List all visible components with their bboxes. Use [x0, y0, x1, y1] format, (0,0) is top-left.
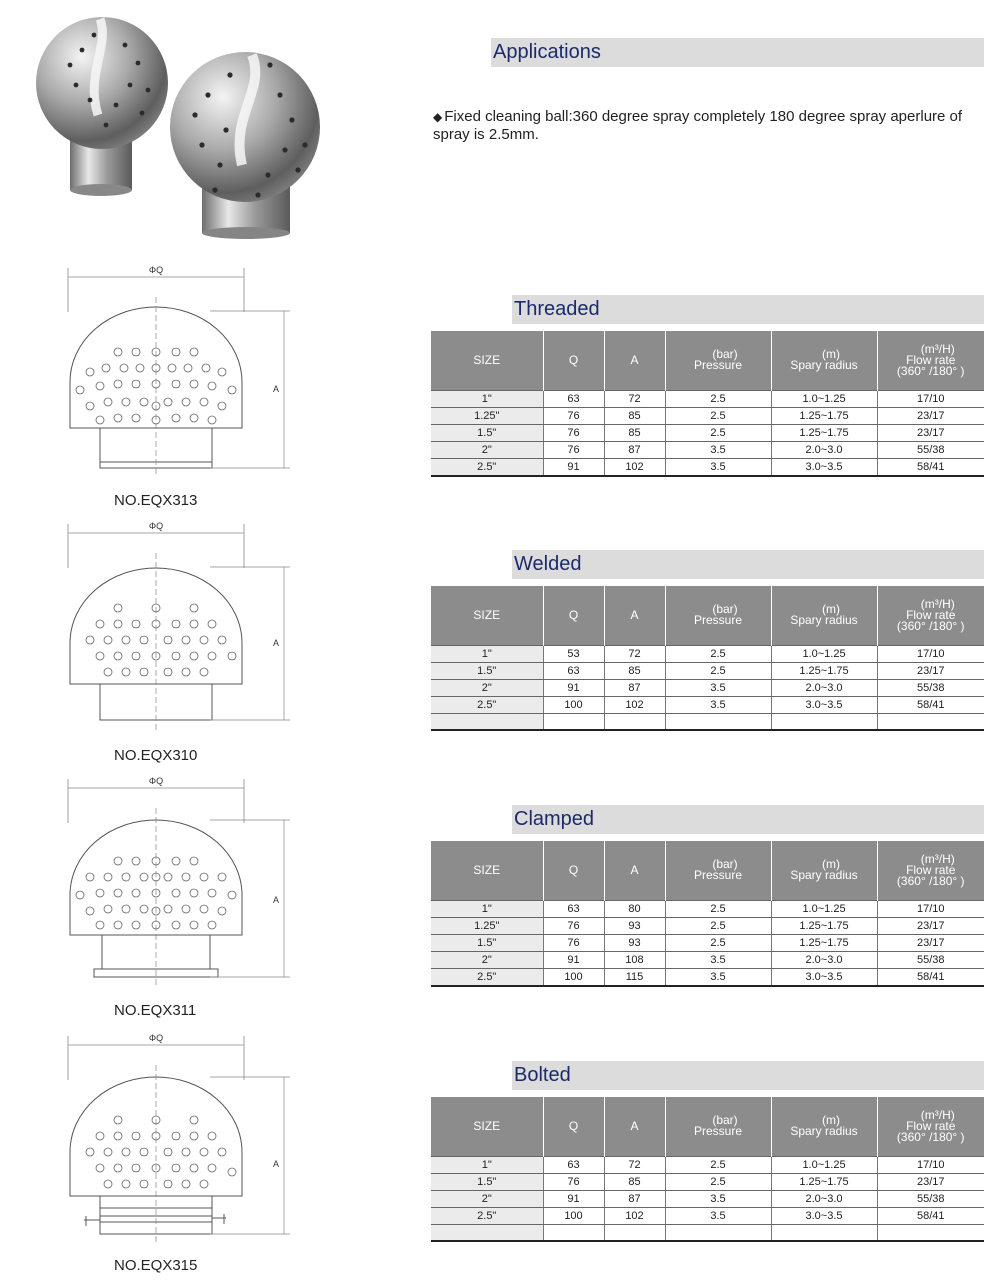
- table-cell-spray-radius: 3.0~3.5: [771, 696, 877, 713]
- column-header-pressure: [665, 841, 771, 900]
- table-row: [431, 407, 984, 424]
- header-text: (m): [822, 347, 840, 362]
- table-row: [431, 696, 984, 713]
- table-cell-size: 1": [431, 390, 543, 407]
- table-cell-pressure: 3.5: [665, 441, 771, 458]
- table-cell-size: 2.5": [431, 1207, 543, 1224]
- header-text: SIZE: [473, 607, 501, 622]
- header-text: Pressure: [693, 613, 743, 628]
- table-cell-q: 76: [543, 424, 604, 441]
- table-cell-q: 91: [543, 458, 604, 476]
- table-cell-pressure: 3.5: [665, 696, 771, 713]
- phi-q-label: ΦQ: [148, 776, 164, 786]
- table-cell-spray-radius: 1.25~1.75: [771, 424, 877, 441]
- table-cell-spray-radius: 1.0~1.25: [771, 1156, 877, 1173]
- header-text: Flow rate: [906, 1118, 956, 1133]
- table-cell-flow-rate: 58/41: [877, 458, 984, 476]
- table-cell-q: 76: [543, 1173, 604, 1190]
- header-text: (360° /180° ): [896, 1129, 965, 1144]
- column-header-q: [543, 586, 604, 645]
- table-row: [431, 968, 984, 986]
- table-cell-q: 63: [543, 1156, 604, 1173]
- section-title: Bolted: [514, 1064, 571, 1086]
- diagram-threaded: [60, 262, 300, 502]
- table-cell-flow-rate: 17/10: [877, 390, 984, 407]
- table-row: [431, 713, 984, 730]
- table-row: [431, 951, 984, 968]
- header-text: (bar): [712, 1113, 738, 1128]
- table-row: [431, 645, 984, 662]
- header-text: (m³/H): [920, 851, 955, 866]
- table-cell-a: 85: [604, 407, 665, 424]
- header-text: (m³/H): [920, 1107, 955, 1122]
- column-header-flow-rate: [877, 1097, 984, 1156]
- header-text: Flow rate: [906, 862, 956, 877]
- column-header-a: [604, 331, 665, 390]
- table-cell-pressure: 2.5: [665, 934, 771, 951]
- column-header-size: [431, 331, 543, 390]
- table-row: [431, 1207, 984, 1224]
- table-cell-spray-radius: 2.0~3.0: [771, 441, 877, 458]
- table-cell-q: 76: [543, 407, 604, 424]
- header-text: Spary radius: [790, 613, 858, 628]
- column-header-spray-radius: [771, 586, 877, 645]
- applications-text: Fixed cleaning ball:360 degree spray completely 180 degree spray aperlure of spray is 2.5mm.: [433, 108, 963, 143]
- table-cell-pressure: 3.5: [665, 679, 771, 696]
- table-cell-flow-rate: 23/17: [877, 917, 984, 934]
- table-cell-size: 2": [431, 679, 543, 696]
- header-text: Spary radius: [790, 358, 858, 373]
- table-cell-flow-rate: 55/38: [877, 1190, 984, 1207]
- table-cell-q: 53: [543, 645, 604, 662]
- table-cell-q: 91: [543, 1190, 604, 1207]
- column-header-size: [431, 841, 543, 900]
- phi-q-label: ΦQ: [148, 265, 164, 275]
- table-cell-size: [431, 1224, 543, 1241]
- table-cell-q: 63: [543, 390, 604, 407]
- table-cell-size: 2": [431, 441, 543, 458]
- table-cell-size: 2": [431, 1190, 543, 1207]
- table-cell-flow-rate: [877, 713, 984, 730]
- table-cell-a: 102: [604, 1207, 665, 1224]
- model-number: NO.EQX311: [114, 1002, 197, 1019]
- header-text: Pressure: [693, 358, 743, 373]
- table-cell-pressure: 2.5: [665, 424, 771, 441]
- header-text: (bar): [712, 857, 738, 872]
- table-cell-pressure: 3.5: [665, 1207, 771, 1224]
- model-number: NO.EQX310: [114, 747, 198, 764]
- table-cell-spray-radius: [771, 713, 877, 730]
- table-row: [431, 1190, 984, 1207]
- header-text: (360° /180° ): [896, 618, 965, 633]
- table-cell-flow-rate: 55/38: [877, 951, 984, 968]
- table-cell-q: 76: [543, 934, 604, 951]
- table-cell-spray-radius: 1.0~1.25: [771, 900, 877, 917]
- header-text: A: [630, 1118, 639, 1133]
- table-cell-size: 1.5": [431, 662, 543, 679]
- section-title: Threaded: [514, 298, 600, 320]
- header-text: (360° /180° ): [896, 873, 965, 888]
- section-header-bolted: [512, 1061, 984, 1090]
- spec-table-threaded: [431, 331, 984, 477]
- table-cell-q: 91: [543, 951, 604, 968]
- a-label: A: [272, 638, 280, 648]
- section-header-clamped: [512, 805, 984, 834]
- table-cell-spray-radius: 1.0~1.25: [771, 645, 877, 662]
- header-text: SIZE: [473, 1118, 501, 1133]
- table-cell-pressure: 2.5: [665, 1156, 771, 1173]
- table-cell-spray-radius: 3.0~3.5: [771, 458, 877, 476]
- table-cell-size: 1.25": [431, 407, 543, 424]
- applications-title: Applications: [493, 41, 601, 63]
- stem-left-base: [70, 184, 132, 196]
- table-row: [431, 934, 984, 951]
- table-cell-a: 87: [604, 441, 665, 458]
- table-cell-spray-radius: 1.25~1.75: [771, 407, 877, 424]
- applications-description: [433, 108, 998, 144]
- table-cell-pressure: 3.5: [665, 968, 771, 986]
- table-cell-q: 76: [543, 441, 604, 458]
- table-cell-pressure: 3.5: [665, 1190, 771, 1207]
- table-cell-pressure: 3.5: [665, 951, 771, 968]
- table-cell-a: 108: [604, 951, 665, 968]
- table-cell-flow-rate: 55/38: [877, 679, 984, 696]
- table-row: [431, 1224, 984, 1241]
- header-text: Spary radius: [790, 868, 858, 883]
- header-text: (bar): [712, 602, 738, 617]
- table-row: [431, 424, 984, 441]
- table-cell-spray-radius: 2.0~3.0: [771, 951, 877, 968]
- table-cell-pressure: 2.5: [665, 917, 771, 934]
- table-cell-q: 100: [543, 1207, 604, 1224]
- table-row: [431, 441, 984, 458]
- table-cell-a: 80: [604, 900, 665, 917]
- header-text: (m³/H): [920, 341, 955, 356]
- header-text: Q: [568, 1118, 579, 1133]
- table-cell-a: 87: [604, 1190, 665, 1207]
- diamond-bullet-icon: ◆: [433, 110, 443, 124]
- header-text: Pressure: [693, 1124, 743, 1139]
- column-header-flow-rate: [877, 841, 984, 900]
- header-text: A: [630, 352, 639, 367]
- table-cell-size: 2": [431, 951, 543, 968]
- phi-q-label: ΦQ: [148, 521, 164, 531]
- column-header-flow-rate: [877, 586, 984, 645]
- header-text: (m): [822, 1113, 840, 1128]
- table-cell-size: 2.5": [431, 968, 543, 986]
- header-text: Pressure: [693, 868, 743, 883]
- header-text: A: [630, 862, 639, 877]
- column-header-spray-radius: [771, 331, 877, 390]
- table-cell-flow-rate: 23/17: [877, 1173, 984, 1190]
- table-cell-q: 76: [543, 917, 604, 934]
- header-text: Q: [568, 352, 579, 367]
- table-cell-flow-rate: 58/41: [877, 1207, 984, 1224]
- table-cell-size: 1.5": [431, 424, 543, 441]
- section-title: Welded: [514, 553, 582, 575]
- table-cell-a: 85: [604, 1173, 665, 1190]
- header-text: SIZE: [473, 862, 501, 877]
- column-header-a: [604, 1097, 665, 1156]
- table-cell-pressure: 2.5: [665, 645, 771, 662]
- table-cell-size: [431, 713, 543, 730]
- header-text: (m): [822, 857, 840, 872]
- table-cell-a: [604, 713, 665, 730]
- table-cell-pressure: [665, 713, 771, 730]
- header-text: (360° /180° ): [896, 363, 965, 378]
- table-cell-size: 1": [431, 645, 543, 662]
- table-cell-a: 93: [604, 934, 665, 951]
- spec-table-welded: [431, 586, 984, 731]
- table-cell-a: 72: [604, 1156, 665, 1173]
- diagram-welded: [60, 518, 300, 758]
- header-text: Q: [568, 607, 579, 622]
- table-cell-q: 100: [543, 696, 604, 713]
- table-cell-pressure: 3.5: [665, 458, 771, 476]
- column-header-q: [543, 331, 604, 390]
- table-cell-a: 85: [604, 662, 665, 679]
- phi-q-label: ΦQ: [148, 1033, 164, 1043]
- column-header-size: [431, 1097, 543, 1156]
- table-cell-a: 85: [604, 424, 665, 441]
- product-photo: [30, 5, 330, 240]
- column-header-spray-radius: [771, 841, 877, 900]
- model-number: NO.EQX315: [114, 1257, 198, 1274]
- table-cell-a: 102: [604, 458, 665, 476]
- table-cell-spray-radius: 1.25~1.75: [771, 662, 877, 679]
- table-header-row: [431, 586, 984, 645]
- table-header-row: [431, 331, 984, 390]
- column-header-pressure: [665, 1097, 771, 1156]
- column-header-a: [604, 841, 665, 900]
- column-header-flow-rate: [877, 331, 984, 390]
- a-label: A: [272, 1159, 280, 1169]
- table-row: [431, 458, 984, 476]
- stem-right-base: [202, 227, 290, 239]
- header-text: (m): [822, 602, 840, 617]
- spec-table-clamped: [431, 841, 984, 987]
- table-row: [431, 917, 984, 934]
- table-cell-flow-rate: 58/41: [877, 968, 984, 986]
- table-cell-spray-radius: 1.0~1.25: [771, 390, 877, 407]
- table-cell-spray-radius: 3.0~3.5: [771, 1207, 877, 1224]
- column-header-spray-radius: [771, 1097, 877, 1156]
- section-header-threaded: [512, 295, 984, 324]
- table-cell-q: 63: [543, 662, 604, 679]
- table-cell-a: 87: [604, 679, 665, 696]
- table-row: [431, 900, 984, 917]
- table-row: [431, 390, 984, 407]
- header-text: Spary radius: [790, 1124, 858, 1139]
- table-cell-a: [604, 1224, 665, 1241]
- table-header-row: [431, 1097, 984, 1156]
- table-cell-flow-rate: [877, 1224, 984, 1241]
- column-header-size: [431, 586, 543, 645]
- table-cell-size: 2.5": [431, 696, 543, 713]
- table-cell-size: 2.5": [431, 458, 543, 476]
- table-cell-flow-rate: 23/17: [877, 934, 984, 951]
- header-text: Flow rate: [906, 607, 956, 622]
- table-cell-q: 91: [543, 679, 604, 696]
- table-cell-spray-radius: 1.25~1.75: [771, 934, 877, 951]
- header-text: (bar): [712, 347, 738, 362]
- table-cell-pressure: 2.5: [665, 1173, 771, 1190]
- table-cell-flow-rate: 23/17: [877, 424, 984, 441]
- model-number: NO.EQX313: [114, 492, 198, 509]
- table-cell-flow-rate: 17/10: [877, 1156, 984, 1173]
- table-cell-a: 102: [604, 696, 665, 713]
- table-cell-pressure: [665, 1224, 771, 1241]
- table-row: [431, 679, 984, 696]
- table-cell-flow-rate: 55/38: [877, 441, 984, 458]
- table-row: [431, 1156, 984, 1173]
- section-title: Clamped: [514, 808, 595, 830]
- table-cell-spray-radius: 2.0~3.0: [771, 1190, 877, 1207]
- column-header-pressure: [665, 331, 771, 390]
- header-text: Q: [568, 862, 579, 877]
- table-cell-size: 1": [431, 1156, 543, 1173]
- table-cell-size: 1.5": [431, 1173, 543, 1190]
- table-cell-pressure: 2.5: [665, 407, 771, 424]
- table-cell-flow-rate: 23/17: [877, 662, 984, 679]
- spec-table-bolted: [431, 1097, 984, 1242]
- column-header-pressure: [665, 586, 771, 645]
- table-cell-spray-radius: 1.25~1.75: [771, 917, 877, 934]
- table-cell-spray-radius: 3.0~3.5: [771, 968, 877, 986]
- table-cell-pressure: 2.5: [665, 662, 771, 679]
- a-label: A: [272, 895, 280, 905]
- table-header-row: [431, 841, 984, 900]
- column-header-q: [543, 841, 604, 900]
- table-row: [431, 662, 984, 679]
- table-cell-a: 72: [604, 645, 665, 662]
- table-cell-q: 63: [543, 900, 604, 917]
- table-cell-flow-rate: 17/10: [877, 900, 984, 917]
- table-cell-size: 1.25": [431, 917, 543, 934]
- table-cell-spray-radius: 1.25~1.75: [771, 1173, 877, 1190]
- table-cell-q: [543, 1224, 604, 1241]
- table-cell-pressure: 2.5: [665, 390, 771, 407]
- a-label: A: [272, 384, 280, 394]
- column-header-a: [604, 586, 665, 645]
- table-cell-q: [543, 713, 604, 730]
- diagram-clamped: [60, 773, 300, 1013]
- header-text: Flow rate: [906, 352, 956, 367]
- table-cell-size: 1.5": [431, 934, 543, 951]
- header-text: A: [630, 607, 639, 622]
- table-cell-spray-radius: 2.0~3.0: [771, 679, 877, 696]
- applications-header: [491, 38, 984, 67]
- header-text: (m³/H): [920, 596, 955, 611]
- table-row: [431, 1173, 984, 1190]
- table-cell-pressure: 2.5: [665, 900, 771, 917]
- table-cell-a: 72: [604, 390, 665, 407]
- table-cell-flow-rate: 58/41: [877, 696, 984, 713]
- table-cell-a: 93: [604, 917, 665, 934]
- table-cell-q: 100: [543, 968, 604, 986]
- header-text: SIZE: [473, 352, 501, 367]
- table-cell-size: 1": [431, 900, 543, 917]
- section-header-welded: [512, 550, 984, 579]
- table-cell-flow-rate: 23/17: [877, 407, 984, 424]
- table-cell-a: 115: [604, 968, 665, 986]
- table-cell-spray-radius: [771, 1224, 877, 1241]
- column-header-q: [543, 1097, 604, 1156]
- diagram-bolted: [60, 1030, 300, 1270]
- table-cell-flow-rate: 17/10: [877, 645, 984, 662]
